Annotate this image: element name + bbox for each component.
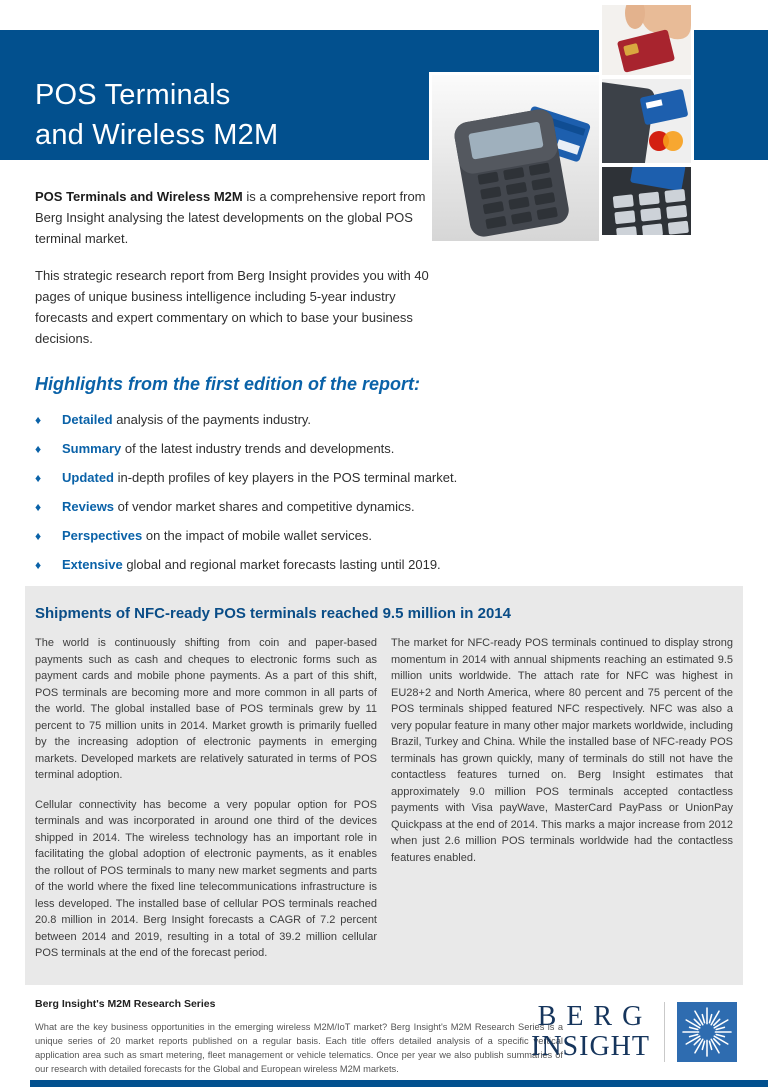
photo-hand-holding-credit-card <box>602 5 691 75</box>
highlight-item <box>35 441 655 457</box>
terminal-cards-illustration <box>602 79 691 163</box>
bottom-accent-bar <box>30 1080 768 1087</box>
article-left-column <box>35 635 377 975</box>
page-title <box>35 75 278 155</box>
diamond-bullet-icon: ♦ <box>35 442 42 456</box>
highlight-item <box>35 499 655 515</box>
footer-text-block <box>35 998 563 1076</box>
berg-insight-starburst-icon <box>677 1002 737 1062</box>
highlight-item <box>35 412 655 428</box>
diamond-bullet-icon: ♦ <box>35 471 42 485</box>
footer-section <box>25 985 743 1080</box>
diamond-bullet-icon: ♦ <box>35 500 42 514</box>
footer-body: What are the key business opportunities in the emerging wireless M2M/IoT market? Berg Insight's M2M Research Series is a unique series of 20 market reports published on a regular basis. Each title offers detailed analysis of a specific vertical application area such as smart metering, fleet management or vehicle telematics. Once per year we also publish summaries of our research with detailed forecasts for the Global and European wireless M2M markets. <box>35 1022 563 1074</box>
intro-report-name: POS Terminals and Wireless M2M <box>35 189 243 204</box>
logo-divider <box>664 1002 665 1062</box>
diamond-bullet-icon: ♦ <box>35 558 42 572</box>
berg-insight-logo <box>528 1002 737 1062</box>
article-section <box>25 586 743 985</box>
highlight-item <box>35 557 655 573</box>
article-paragraph: Cellular connectivity has become a very popular option for POS terminals and was incorporated in around one third of the devices shipped in 2014. The wireless technology has an important role in facilitating the global adoption of electronic payments, as it enables the rollout of POS terminals to many new market segments and parts of the world where the fixed line telecommunications infrastructure is less developed. The installed base of cellular POS terminals reached 20.8 million in 2014. Berg Insight forecasts a CAGR of 7.2 percent between 2014 and 2019, resulting in a total of 39.2 million cellular POS terminals at the end of the forecast period. <box>35 798 377 959</box>
page-title-line1: POS Terminals <box>35 79 231 112</box>
photo-terminal-with-cards <box>602 79 691 163</box>
highlight-text: Summary of the latest industry trends and developments. <box>62 441 395 456</box>
highlights-section <box>35 374 655 586</box>
highlight-item <box>35 470 655 486</box>
article-columns <box>35 635 733 975</box>
diamond-bullet-icon: ♦ <box>35 413 42 427</box>
highlight-text: Extensive global and regional market forecasts lasting until 2019. <box>62 557 441 572</box>
logo-line-insight: INSIGHT <box>531 1031 650 1062</box>
footer-heading: Berg Insight's M2M Research Series <box>35 998 216 1010</box>
article-paragraph: The world is continuously shifting from coin and paper-based payments such as cash and cheques to electronic forms such as payment cards and mobile phone payments. As a part of this shift, POS terminals are becoming more and more common in all parts of the world. The global installed base of POS terminals grew by 11 percent to 75 million units in 2014. Market growth is primarily fuelled by the increasing adoption of electronic payments in emerging markets. Developed markets are relatively saturated in terms of POS terminal adoption. <box>35 637 377 781</box>
logo-line-berg: BERG <box>537 1001 653 1032</box>
page-title-line2: and Wireless M2M <box>35 119 279 152</box>
hand-with-card-illustration <box>602 5 691 75</box>
highlight-text: Updated in-depth profiles of key players in the POS terminal market. <box>62 470 458 485</box>
article-right-column <box>391 635 733 975</box>
intro-section <box>35 186 443 365</box>
photo-pos-terminal-main <box>432 75 599 241</box>
highlight-text: Reviews of vendor market shares and competitive dynamics. <box>62 499 415 514</box>
intro-paragraph-2: This strategic research report from Berg Insight provides you with 40 pages of unique business intelligence including 5-year industry forecasts and expert commentary on which to base your business decisions. <box>35 268 429 346</box>
highlight-text: Detailed analysis of the payments industry. <box>62 412 312 427</box>
article-paragraph: The market for NFC-ready POS terminals continued to display strong momentum in 2014 with annual shipments reaching an estimated 9.5 million units worldwide. The attach rate for NFC was highest in EU28+2 and North America, where 80 percent and 75 percent of the POS terminals shipped featured NFC respectively. NFC was also a very popular feature in many other major markets worldwide, including Brazil, Turkey and China. While the installed base of NFC-ready POS terminals has grown quickly, many of terminals do still not have the contactless features turned on. Berg Insight estimates that approximately 9.0 million POS terminals accepted contactless payments with Visa payWave, MasterCard PayPass or UnionPay Quickpass at the end of 2014. This marks a major increase from 2012 when just 2.6 million POS terminals worldwide had the contactless features enabled. <box>391 637 733 864</box>
highlight-text: Perspectives on the impact of mobile wallet services. <box>62 528 373 543</box>
intro-paragraph-1 <box>35 186 443 249</box>
berg-insight-logo-text <box>528 1002 652 1062</box>
article-heading: Shipments of NFC-ready POS terminals reached 9.5 million in 2014 <box>35 605 511 622</box>
diamond-bullet-icon: ♦ <box>35 529 42 543</box>
highlights-heading: Highlights from the first edition of the report: <box>35 374 420 394</box>
starburst-icon <box>677 1002 737 1062</box>
highlight-item <box>35 528 655 544</box>
photo-terminal-keypad <box>602 167 691 235</box>
intro-paragraph-1-rest: is a comprehensive report from Berg Insight analysing the latest developments on the global POS terminal market. <box>35 189 426 246</box>
pos-terminal-illustration <box>432 75 599 241</box>
terminal-keypad-illustration <box>602 167 691 235</box>
